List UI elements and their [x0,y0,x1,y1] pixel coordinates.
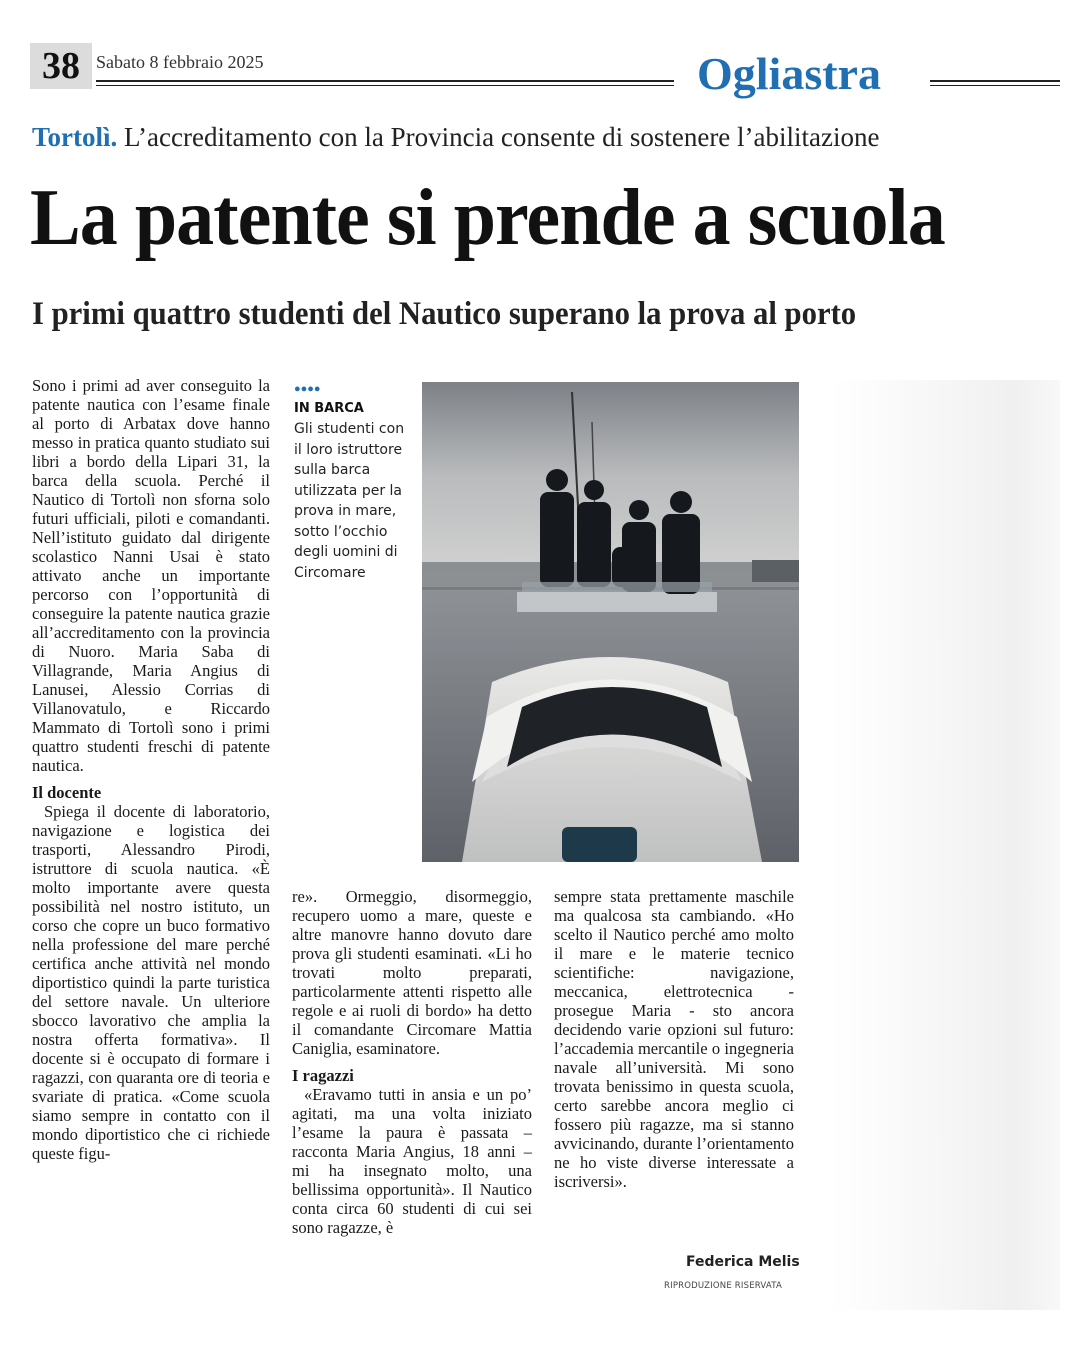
photo-caption: Gli studenti con il loro istruttore sulla barca utilizzata per la prova in mare, sotto l’occhio degli uomini di Circomare [294,421,405,581]
article-column-3 [554,887,794,1191]
kicker-text: L’accreditamento con la Provincia consente di sostenere l’abilitazione [117,122,880,152]
header-rule-left [96,80,674,86]
kicker-place: Tortolì. [32,122,118,152]
subheading-docente: Il docente [32,783,102,802]
article-column-2 [292,887,532,1237]
paragraph: re». Ormeggio, disormeggio, recupero uomo a mare, queste e altre manovre hanno dovuto dare prova gli studenti esaminati. «Li ho trovati molto preparati, particolarmente attenti rispetto alle regole e ai ruoli di bordo» ha detto il comandante Circomare Mattia Caniglia, esaminatore. [292,887,532,1058]
page-number: 38 [30,43,92,89]
boat-illustration [422,382,799,862]
byline: Federica Melis [686,1254,800,1270]
scan-shadow [830,380,1060,1310]
article-column-1 [32,376,270,1163]
kicker [32,122,879,153]
paragraph: sempre stata prettamente maschile ma qualcosa sta cambiando. «Ho scelto il Nautico perché amo molto il mare e le materie tecnico scientifiche: navigazione, meccanica, elettrotecnica - prosegue Maria - sto ancora decidendo varie opzioni sul futuro: l’accademia mercantile o ingegneria navale all’università. Mi sono trovata benissimo in questa scuola, certo sarebbe ancora meglio ci fossero più ragazze, ma si stanno avvicinando, durante l’orientamento ne ho viste diverse interessate a iscriversi». [554,887,794,1191]
rights-notice: RIPRODUZIONE RISERVATA [664,1281,782,1291]
paragraph: Spiega il docente di laboratorio, navigazione e logistica dei trasporti, Alessandro Pirodi, istruttore di scuola nautica. «È molto importante avere questa possibilità nel nostro istituto, un corso che copre un buco formativo nella professione del mare perché certifica anche attività nel mondo diportistico quindi la parte turistica del settore navale. Un ulteriore sbocco lavorativo che amplia la nostra offerta formativa». Il docente si è occupato di formare i ragazzi, con quaranta ore di teoria e svariate di pratica. «Come scuola siamo sempre in contatto con il mondo diportistico che ci richiede queste figu- [32,802,270,1163]
headline: La patente si prende a scuola [30,174,945,262]
section-title: Ogliastra [697,48,881,99]
paragraph: Sono i primi ad aver conseguito la patente nautica con l’esame finale al porto di Arbatax dove hanno messo in pratica quanto studiato sui libri a bordo della Lipari 31, la barca della scuola. Perché il Nautico di Tortolì non sforna solo futuri ufficiali, piloti e comandanti. Nell’istituto guidato dal dirigente scolastico Nanni Usai è stato attivato anche un importante percorso con l’opportunità di conseguire la patente nautica grazie all’accreditamento con la provincia di Nuoro. Maria Saba di Villagrande, Maria Angius di Lanusei, Alessio Corrias di Villanovatulo, e Riccardo Mammato di Tortolì sono i primi quattro studenti freschi di patente nautica. [32,376,270,775]
paragraph: «Eravamo tutti in ansia e un po’ agitati, ma una volta iniziato l’esame la paura è passata – racconta Maria Angius, 18 anni – mi ha insegnato molto, una bellissima opportunità». Il Nautico conta circa 60 studenti di cui sei sono ragazze, è [292,1085,532,1237]
subheadline: I primi quattro studenti del Nautico superano la prova al porto [32,296,857,332]
header-rule-right [930,80,1060,86]
issue-date: Sabato 8 febbraio 2025 [96,52,264,72]
boat-photo [422,382,799,862]
subheading-ragazzi: I ragazzi [292,1066,354,1085]
caption-label: IN BARCA [294,401,364,416]
caption-dots-icon: ●●●● [294,383,321,395]
